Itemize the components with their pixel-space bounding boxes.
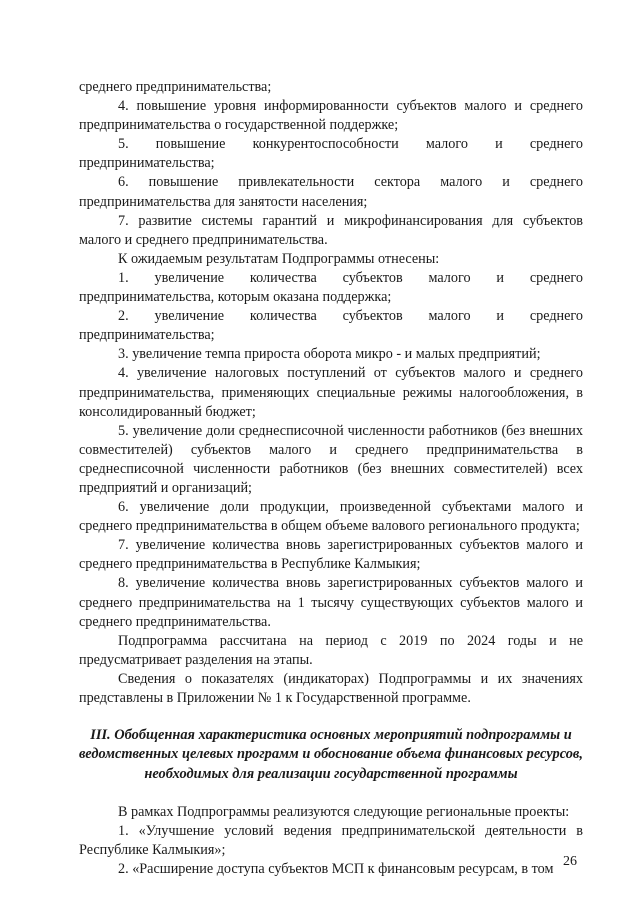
paragraph: 5. увеличение доли среднесписочной численности работников (без внешних совместителей) субъектов малого и среднего предпринимательства в среднесписочной численности работников (без внешних совместителей) всех предприятий и организаций;	[79, 422, 583, 496]
spacer	[79, 784, 583, 803]
spacer	[79, 708, 583, 726]
paragraph: К ожидаемым результатам Подпрограммы отнесены:	[118, 250, 440, 267]
paragraph: В рамках Подпрограммы реализуются следующие региональные проекты:	[118, 803, 570, 820]
paragraph: 8. увеличение количества вновь зарегистрированных субъектов малого и среднего предпринимательства на 1 тысячу существующих субъектов малого и среднего предпринимательства.	[79, 575, 583, 630]
page-number: 26	[563, 854, 577, 869]
paragraph: 1. увеличение количества субъектов малого и среднего предпринимательства, которым оказана поддержка;	[79, 269, 583, 306]
paragraph: Подпрограмма рассчитана на период с 2019 по 2024 годы и не предусматривает разделения на этапы.	[79, 632, 583, 668]
paragraph: 6. увеличение доли продукции, произведенной субъектами малого и среднего предпринимательства в общем объеме валового регионального продукта;	[79, 499, 583, 535]
section-heading: III. Обобщенная характеристика основных мероприятий подпрограммы и ведомственных целевых программ и обоснование объема финансовых ресурсов, необходимых для реализации государственной программы	[79, 727, 583, 782]
paragraph: 4. увеличение налоговых поступлений от субъектов малого и среднего предпринимательства, применяющих специальные режимы налогообложения, в консолидированный бюджет;	[79, 365, 583, 420]
paragraph: 2. «Расширение доступа субъектов МСП к финансовым ресурсам, в том	[118, 861, 554, 878]
paragraph: 3. увеличение темпа прироста оборота микро - и малых предприятий;	[118, 346, 541, 363]
paragraph: 1. «Улучшение условий ведения предпринимательской деятельности в Республике Калмыкия»;	[79, 823, 583, 859]
page-body	[79, 78, 583, 879]
paragraph: 7. развитие системы гарантий и микрофинансирования для субъектов малого и среднего предпринимательства.	[79, 212, 583, 248]
paragraph: 5. повышение конкурентоспособности малого и среднего предпринимательства;	[79, 136, 583, 172]
paragraph: 4. повышение уровня информированности субъектов малого и среднего предпринимательства о государственной поддержке;	[79, 98, 583, 134]
paragraph: Сведения о показателях (индикаторах) Подпрограммы и их значениях представлены в Приложении № 1 к Государственной программе.	[79, 670, 583, 706]
paragraph: 2. увеличение количества субъектов малого и среднего предпринимательства;	[79, 308, 583, 344]
paragraph: 7. увеличение количества вновь зарегистрированных субъектов малого и среднего предпринимательства в Республике Калмыкия;	[79, 537, 583, 573]
paragraph: среднего предпринимательства;	[79, 79, 272, 95]
paragraph: 6. повышение привлекательности сектора малого и среднего предпринимательства для занятости населения;	[79, 174, 583, 210]
